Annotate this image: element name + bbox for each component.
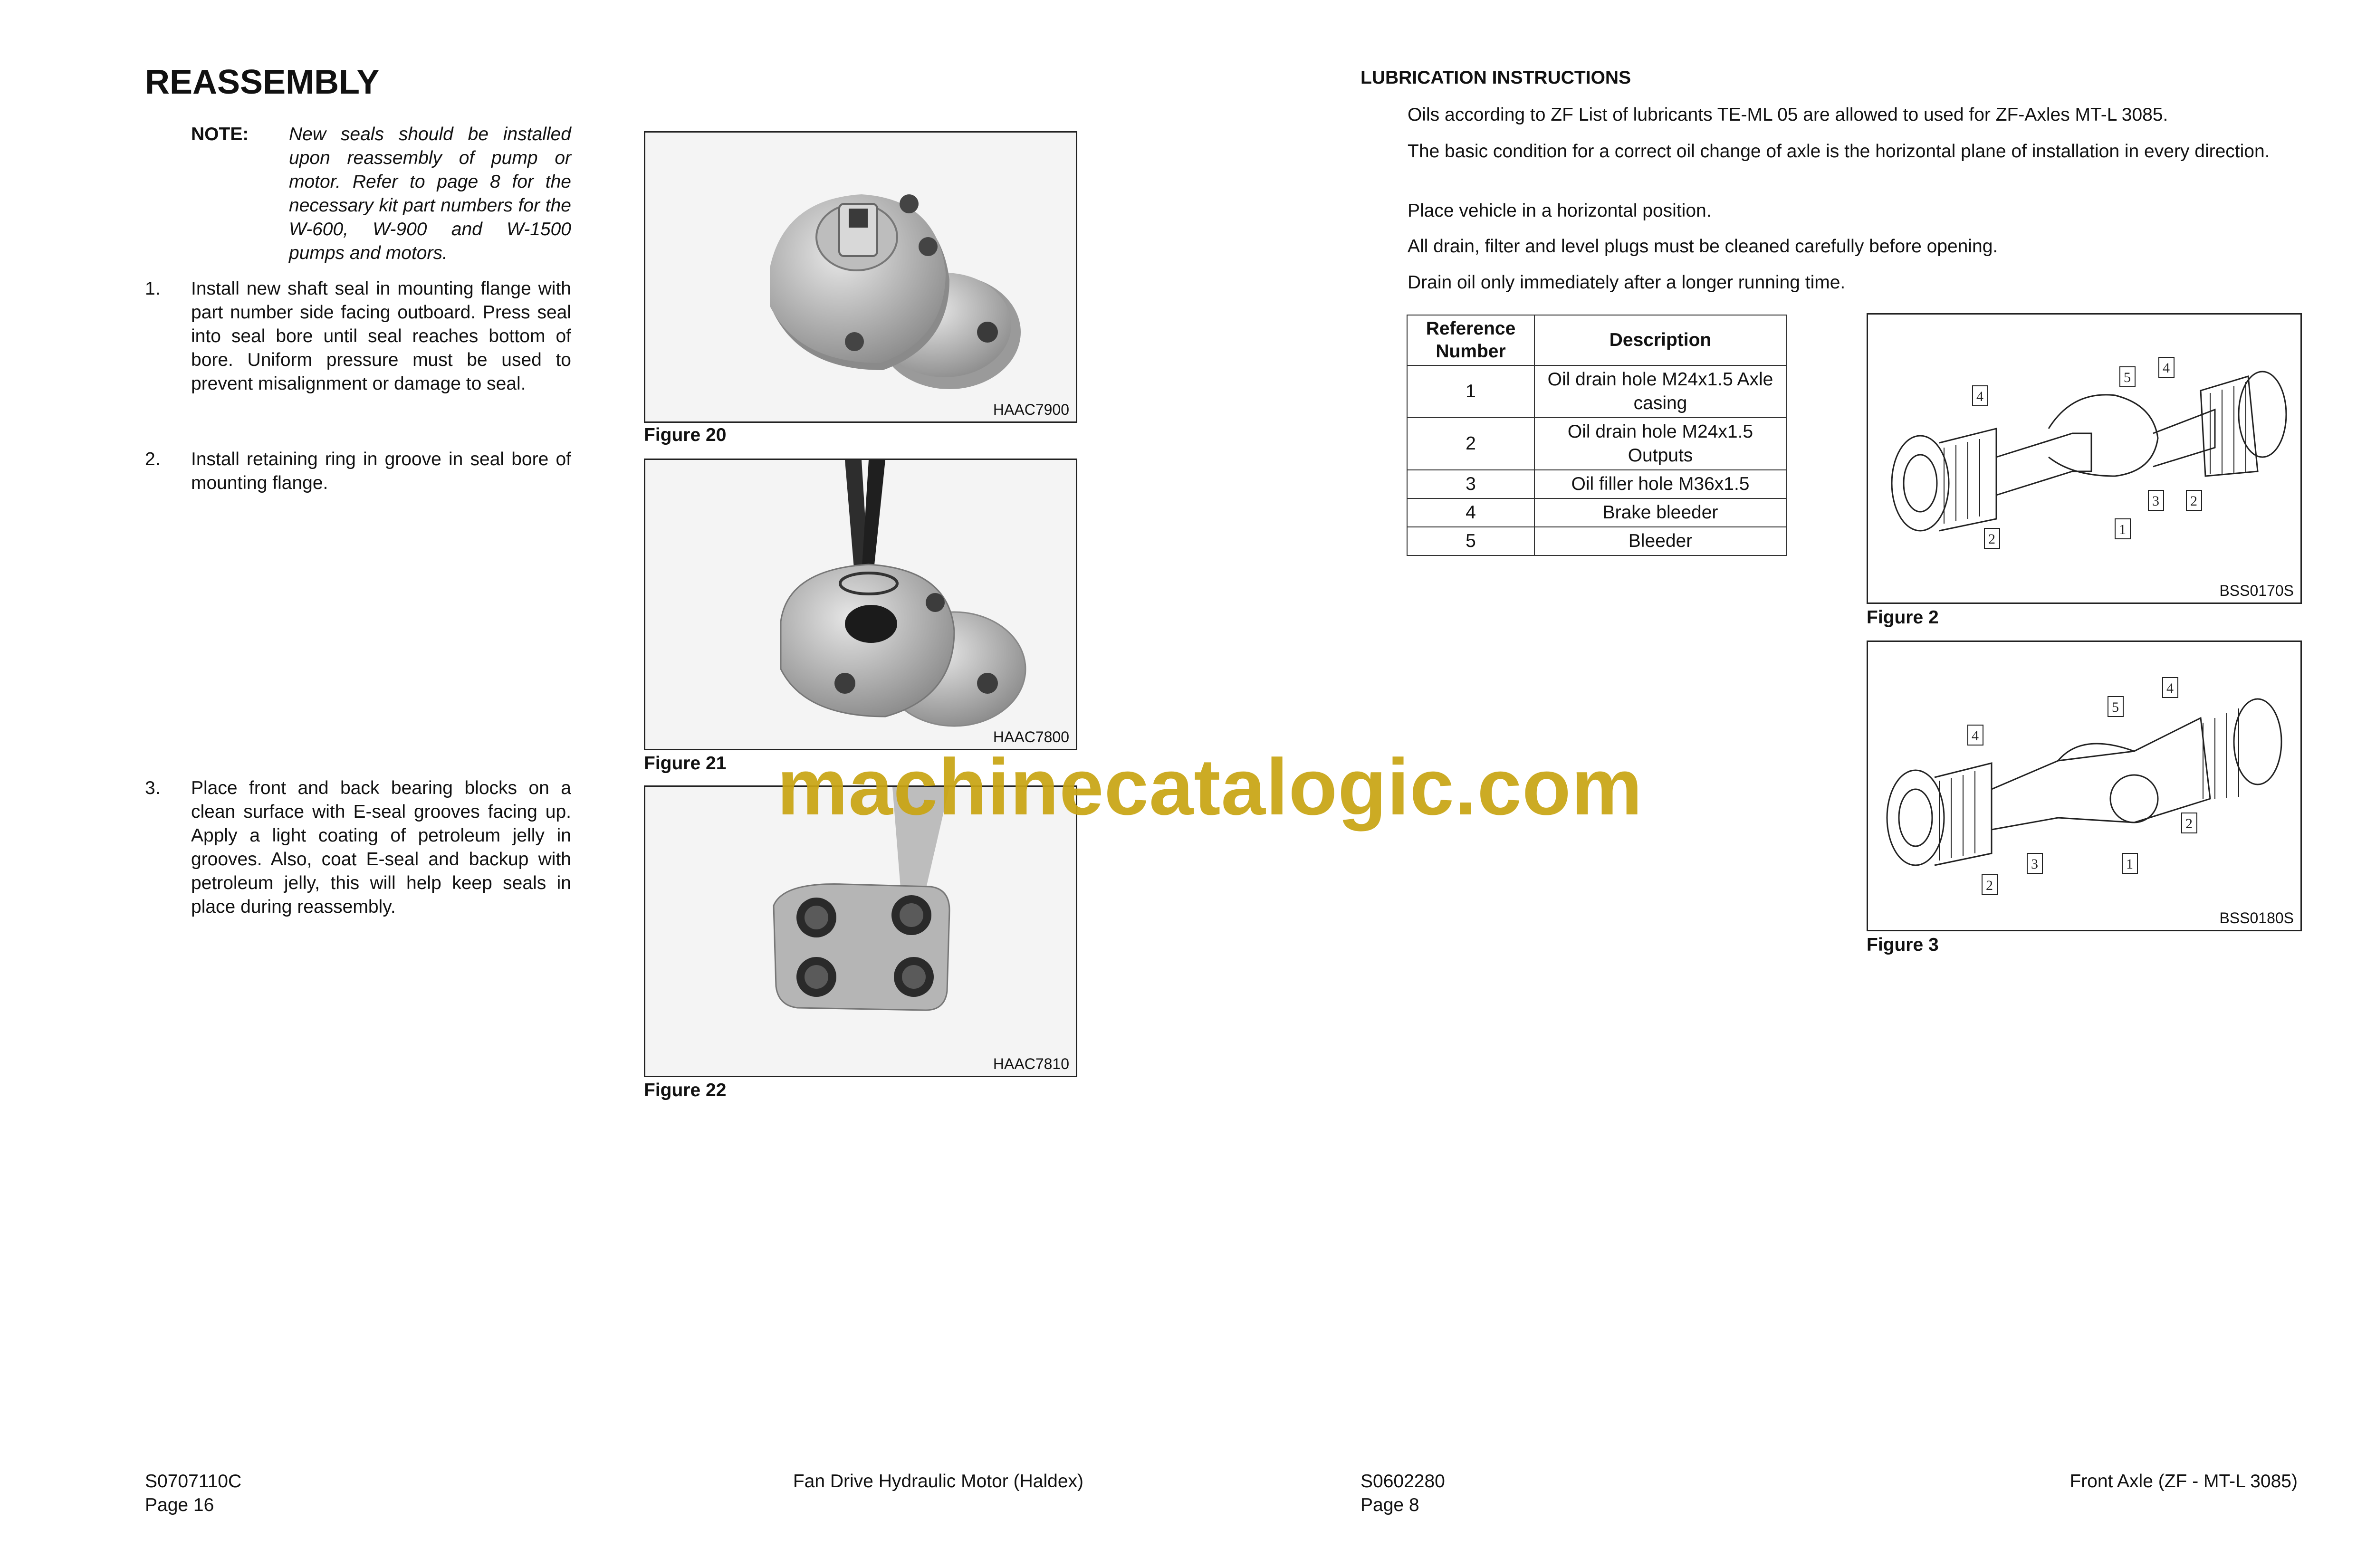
table-cell: Oil filler hole M36x1.5 — [1534, 470, 1786, 498]
page-heading: REASSEMBLY — [145, 63, 380, 101]
step-text: Place front and back bearing blocks on a clean surface with E-seal grooves facing up. Apply a light coating of petroleum jelly in grooves. Also, coat E-seal and backup with petroleum jelly, this will help keep seals in place during reassembly. — [191, 778, 571, 917]
note-label: NOTE: — [191, 124, 249, 144]
callout: 2 — [2185, 816, 2193, 832]
figure-2-diagram — [1867, 313, 2302, 604]
figure-20-photo — [644, 131, 1077, 423]
figure-code: BSS0180S — [2219, 909, 2294, 927]
table-header: Description — [1534, 315, 1786, 365]
callout: 1 — [2126, 856, 2133, 872]
figure-caption: Figure 21 — [644, 753, 727, 774]
step-text: Install retaining ring in groove in seal bore of mounting flange. — [191, 449, 571, 493]
table-cell: 3 — [1407, 470, 1534, 498]
footer-doc-number: S0602280 — [1360, 1471, 1445, 1492]
callout: 1 — [2119, 522, 2126, 537]
figure-caption: Figure 22 — [644, 1080, 727, 1100]
figure-caption: Figure 20 — [644, 425, 727, 445]
figure-caption: Figure 3 — [1867, 935, 1939, 955]
step-text: Install new shaft seal in mounting flange with part number side facing outboard. Press seal into seal bore until seal reaches bottom of bore. Uniform pressure must be used to prevent misalignment or damage to seal. — [191, 278, 571, 394]
footer-doc-number: S0707110C — [145, 1471, 242, 1492]
mounting-flange-image — [645, 133, 1076, 421]
table-cell: Oil drain hole M24x1.5 Outputs — [1534, 418, 1786, 470]
figure-code: BSS0170S — [2219, 582, 2294, 599]
paragraph: Place vehicle in a horizontal position. — [1408, 201, 1712, 221]
table-cell: 2 — [1407, 418, 1534, 470]
note-text: New seals should be installed upon reassembly of pump or motor. Refer to page 8 for the necessary kit part numbers for the W-600, W-900 and W-1500 pumps and motors. — [289, 124, 571, 263]
figure-code: HAAC7900 — [993, 401, 1069, 418]
step-number: 2. — [145, 449, 161, 469]
table-cell: 5 — [1407, 527, 1534, 555]
step-2 — [145, 448, 571, 495]
callout: 4 — [1976, 389, 1983, 404]
table-cell: 1 — [1407, 365, 1534, 418]
reference-table — [1407, 315, 1787, 556]
callout: 4 — [1972, 728, 1979, 744]
paragraph: The basic condition for a correct oil change of axle is the horizontal plane of installation in every direction. — [1408, 141, 2270, 162]
step-number: 1. — [145, 278, 161, 299]
note-block — [191, 123, 571, 265]
callout: 3 — [2152, 493, 2159, 509]
section-heading: LUBRICATION INSTRUCTIONS — [1360, 67, 1631, 88]
watermark-text: machinecatalogic.com — [777, 742, 1643, 832]
axle-diagram — [1868, 315, 2300, 602]
callout: 2 — [1988, 531, 1995, 547]
footer-page-number: Page 8 — [1360, 1495, 1419, 1515]
table-row — [1407, 498, 1786, 527]
table-row — [1407, 365, 1786, 418]
callout: 2 — [1986, 878, 1993, 893]
table-cell: Bleeder — [1534, 527, 1786, 555]
figure-21-photo — [644, 459, 1077, 750]
footer-title: Fan Drive Hydraulic Motor (Haldex) — [793, 1471, 1083, 1492]
table-row — [1407, 470, 1786, 498]
paragraph: Drain oil only immediately after a longer running time. — [1408, 272, 1846, 293]
footer-page-number: Page 16 — [145, 1495, 214, 1515]
figure-code: HAAC7810 — [993, 1055, 1069, 1072]
table-cell: Brake bleeder — [1534, 498, 1786, 527]
footer-title: Front Axle (ZF - MT-L 3085) — [2069, 1471, 2298, 1492]
retaining-ring-image — [645, 460, 1076, 749]
table-header: Reference Number — [1407, 315, 1534, 365]
table-row — [1407, 527, 1786, 555]
callout: 4 — [2166, 680, 2174, 696]
callout: 4 — [2163, 360, 2170, 376]
callout: 5 — [2124, 370, 2131, 385]
callout: 5 — [2112, 699, 2119, 715]
table-cell: 4 — [1407, 498, 1534, 527]
table-row — [1407, 418, 1786, 470]
callout: 3 — [2031, 856, 2038, 872]
paragraph: Oils according to ZF List of lubricants TE-ML 05 are allowed to used for ZF-Axles MT-L 3085. — [1408, 105, 2168, 125]
paragraph: All drain, filter and level plugs must be cleaned carefully before opening. — [1408, 236, 1998, 257]
step-1 — [145, 277, 571, 396]
figure-code: HAAC7800 — [993, 728, 1069, 746]
figure-caption: Figure 2 — [1867, 607, 1939, 628]
table-header-row — [1407, 315, 1786, 365]
callout: 2 — [2190, 493, 2197, 509]
table-cell: Oil drain hole M24x1.5 Axle casing — [1534, 365, 1786, 418]
step-number: 3. — [145, 778, 161, 798]
